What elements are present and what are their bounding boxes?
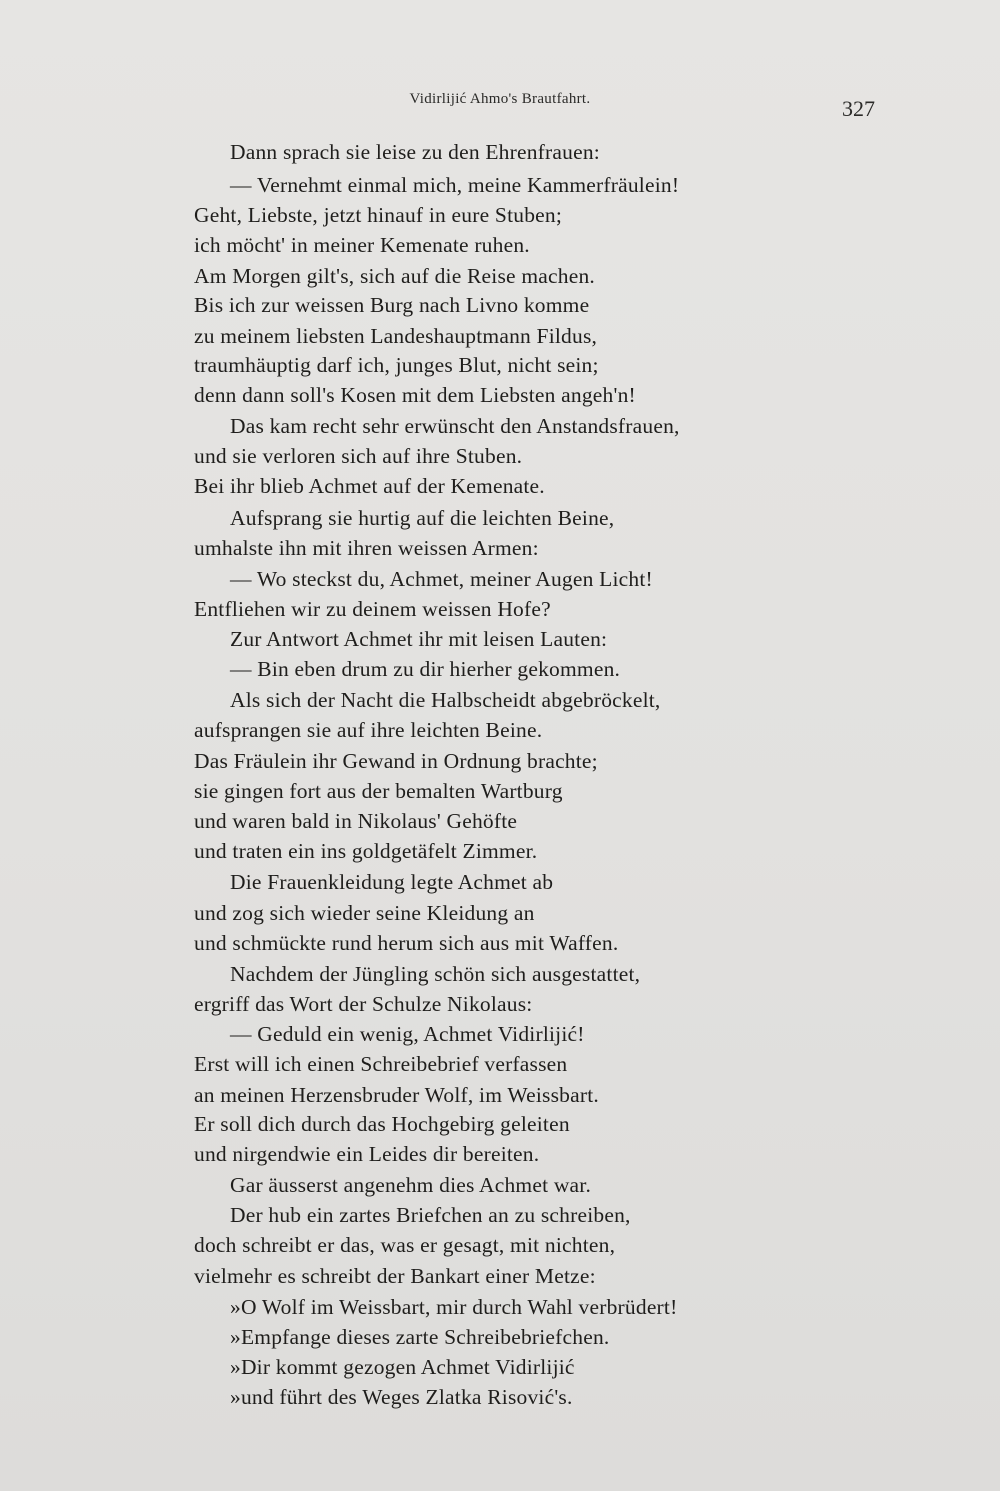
text-line: »O Wolf im Weissbart, mir durch Wahl verbrüdert! <box>230 1295 678 1319</box>
text-line: Gar äusserst angenehm dies Achmet war. <box>230 1173 592 1197</box>
text-line: ergriff das Wort der Schulze Nikolaus: <box>194 992 533 1016</box>
text-line: — Bin eben drum zu dir hierher gekommen. <box>230 657 621 681</box>
text-line: doch schreibt er das, was er gesagt, mit nichten, <box>194 1233 616 1257</box>
text-line: aufsprangen sie auf ihre leichten Beine. <box>194 718 543 742</box>
page-number: 327 <box>842 96 875 121</box>
text-line: — Geduld ein wenig, Achmet Vidirlijić! <box>230 1022 585 1046</box>
text-line: »Dir kommt gezogen Achmet Vidirlijić <box>230 1355 575 1379</box>
text-line: und zog sich wieder seine Kleidung an <box>194 901 535 925</box>
text-line: und traten ein ins goldgetäfelt Zimmer. <box>194 839 538 863</box>
text-line: Nachdem der Jüngling schön sich ausgestattet, <box>230 962 641 986</box>
text-line: — Wo steckst du, Achmet, meiner Augen Licht! <box>230 567 653 591</box>
text-line: und schmückte rund herum sich aus mit Waffen. <box>194 931 619 955</box>
text-line: »und führt des Weges Zlatka Risović's. <box>230 1385 573 1409</box>
text-line: an meinen Herzensbruder Wolf, im Weissbart. <box>194 1083 599 1107</box>
text-line: Erst will ich einen Schreibebrief verfassen <box>194 1052 568 1076</box>
text-line: umhalste ihn mit ihren weissen Armen: <box>194 536 539 560</box>
text-line: und nirgendwie ein Leides dir bereiten. <box>194 1142 540 1166</box>
text-line: traumhäuptig darf ich, junges Blut, nicht sein; <box>194 353 599 377</box>
text-line: Als sich der Nacht die Halbscheidt abgebröckelt, <box>230 688 661 712</box>
text-line: sie gingen fort aus der bemalten Wartburg <box>194 779 563 803</box>
text-line: Der hub ein zartes Briefchen an zu schreiben, <box>230 1203 631 1227</box>
text-line: Das Fräulein ihr Gewand in Ordnung brachte; <box>194 749 598 773</box>
text-line: Entfliehen wir zu deinem weissen Hofe? <box>194 597 551 621</box>
text-line: Aufsprang sie hurtig auf die leichten Beine, <box>230 506 615 530</box>
text-line: — Vernehmt einmal mich, meine Kammerfräulein! <box>230 173 680 197</box>
text-line: Die Frauenkleidung legte Achmet ab <box>230 870 554 894</box>
text-line: und sie verloren sich auf ihre Stuben. <box>194 444 523 468</box>
text-line: Bei ihr blieb Achmet auf der Kemenate. <box>194 474 545 498</box>
bleed-through-texture <box>720 140 1000 1400</box>
text-line: ich möcht' in meiner Kemenate ruhen. <box>194 233 530 257</box>
text-line: Zur Antwort Achmet ihr mit leisen Lauten: <box>230 627 608 651</box>
text-line: Er soll dich durch das Hochgebirg geleiten <box>194 1112 570 1136</box>
text-line: und waren bald in Nikolaus' Gehöfte <box>194 809 518 833</box>
text-line: denn dann soll's Kosen mit dem Liebsten angeh'n! <box>194 383 636 407</box>
text-line: zu meinem liebsten Landeshauptmann Fildus, <box>194 324 598 348</box>
text-line: Am Morgen gilt's, sich auf die Reise machen. <box>194 264 595 288</box>
text-line: Geht, Liebste, jetzt hinauf in eure Stuben; <box>194 203 563 227</box>
text-line: »Empfange dieses zarte Schreibebriefchen. <box>230 1325 610 1349</box>
text-line: Das kam recht sehr erwünscht den Anstandsfrauen, <box>230 414 680 438</box>
text-line: vielmehr es schreibt der Bankart einer Metze: <box>194 1264 596 1288</box>
text-line: Bis ich zur weissen Burg nach Livno komme <box>194 293 590 317</box>
running-title: Vidirlijić Ahmo's Brautfahrt. <box>409 91 591 107</box>
text-line: Dann sprach sie leise zu den Ehrenfrauen: <box>230 140 600 164</box>
